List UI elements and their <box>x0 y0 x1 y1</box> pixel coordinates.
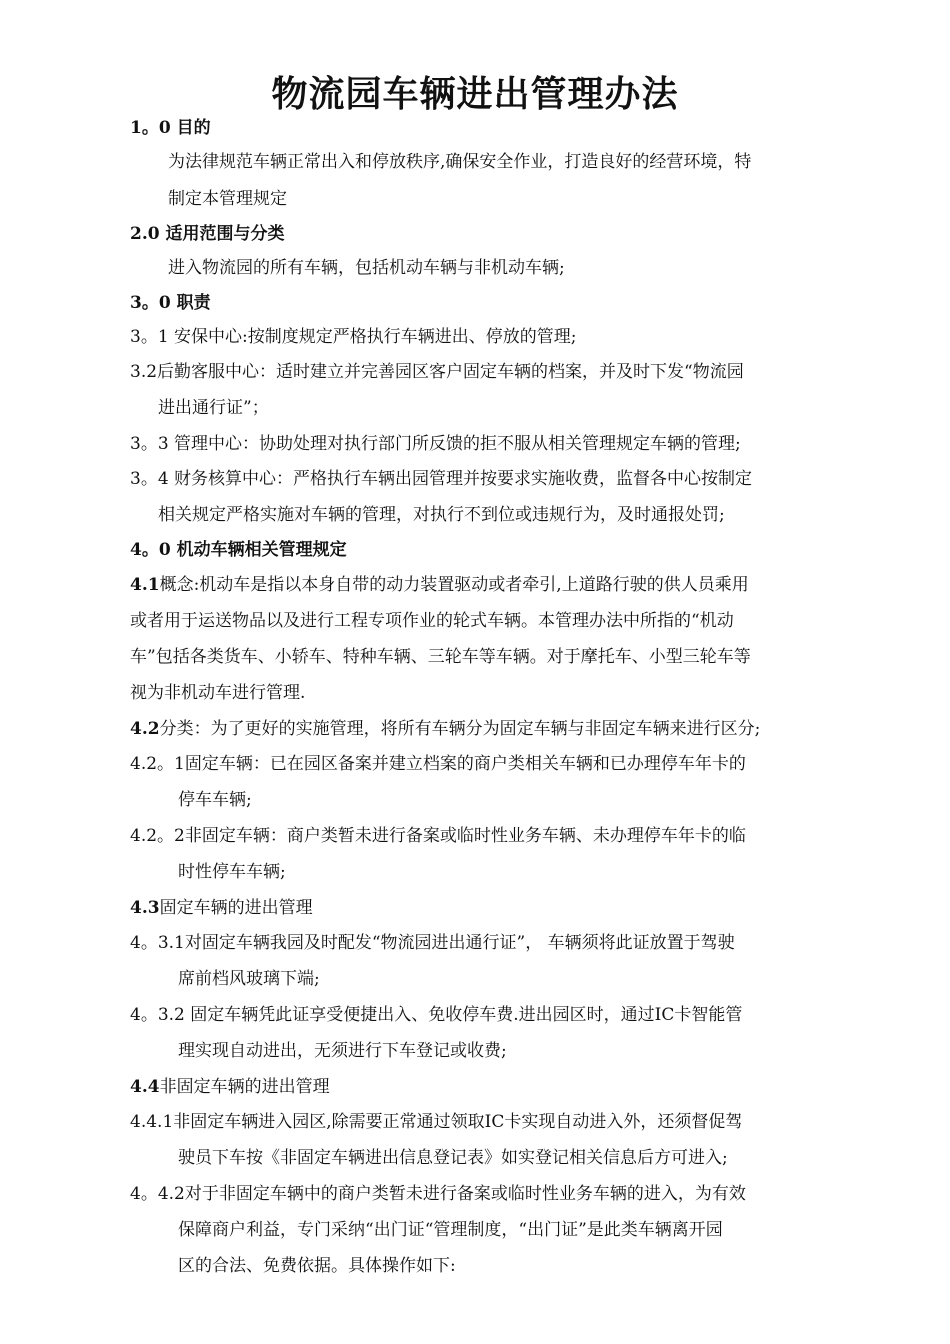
clause-3-1: 3。1 安保中心:按制度规定严格执行车辆进出、停放的管理; <box>130 327 577 347</box>
clause-4-4-2-line: 保障商户利益，专门采纳“出门证“管理制度，“出门证”是此类车辆离开园 <box>178 1220 723 1240</box>
section-3-heading: 3。0 职责 <box>130 293 211 313</box>
clause-4-3-line <box>130 896 313 920</box>
clause-4-1-line: 或者用于运送物品以及进行工程专项作业的轮式车辆。本管理办法中所指的“机动 <box>130 611 734 631</box>
clause-4-1-line: 视为非机动车进行管理. <box>130 683 306 703</box>
clause-4-1-line: 车”包括各类货车、小轿车、特种车辆、三轮车等车辆。对于摩托车、小型三轮车等 <box>130 647 751 667</box>
clause-4-1-line <box>130 573 749 597</box>
section-2-paragraph-line: 进入物流园的所有车辆，包括机动车辆与非机动车辆; <box>168 258 565 278</box>
clause-4-2-2-line: 时性停车车辆; <box>178 862 286 882</box>
clause-3-4-line: 相关规定严格实施对车辆的管理，对执行不到位或违规行为，及时通报处罚; <box>158 505 725 525</box>
clause-number: 4.4 <box>130 1077 160 1097</box>
document-title: 物流园车辆进出管理办法 <box>271 74 679 115</box>
clause-4-4-1-line: 4.4.1非固定车辆进入园区,除需要正常通过领取IC卡实现自动进入外，还须督促驾 <box>130 1112 743 1132</box>
clause-4-2-1-line: 4.2。1固定车辆：已在园区备案并建立档案的商户类相关车辆和已办理停车年卡的 <box>130 754 746 774</box>
clause-4-4-2-line: 区的合法、免费依据。具体操作如下: <box>178 1256 456 1276</box>
clause-text: 概念:机动车是指以本身自带的动力装置驱动或者牵引,上道路行驶的供人员乘用 <box>159 575 749 595</box>
clause-text: 分类：为了更好的实施管理，将所有车辆分为固定车辆与非固定车辆来进行区分; <box>159 719 761 739</box>
clause-4-2-line <box>130 717 760 741</box>
clause-4-3-2-line: 4。3.2 固定车辆凭此证享受便捷出入、免收停车费.进出园区时，通过IC卡智能管 <box>130 1005 743 1025</box>
clause-3-2-line: 3.2后勤客服中心：适时建立并完善园区客户固定车辆的档案，并及时下发“物流园 <box>130 362 744 382</box>
clause-3-3: 3。3 管理中心：协助处理对执行部门所反馈的拒不服从相关管理规定车辆的管理; <box>130 434 741 454</box>
section-2-heading: 2.0 适用范围与分类 <box>130 224 285 244</box>
clause-4-3-2-line: 理实现自动进出，无须进行下车登记或收费; <box>178 1041 507 1061</box>
clause-4-3-1-line: 席前档风玻璃下端; <box>178 969 320 989</box>
clause-4-4-line <box>130 1075 330 1099</box>
section-1-heading: 1。0 目的 <box>130 118 211 138</box>
clause-number: 4.3 <box>130 898 160 918</box>
clause-number: 4.2 <box>130 719 160 739</box>
clause-4-2-2-line: 4.2。2非固定车辆：商户类暂未进行备案或临时性业务车辆、未办理停车年卡的临 <box>130 826 746 846</box>
clause-4-4-1-line: 驶员下车按《非固定车辆进出信息登记表》如实登记相关信息后方可进入; <box>178 1148 728 1168</box>
clause-text: 固定车辆的进出管理 <box>159 898 313 918</box>
clause-3-2-line: 进出通行证”； <box>158 398 269 418</box>
clause-text: 非固定车辆的进出管理 <box>159 1077 330 1097</box>
clause-4-3-1-line: 4。3.1对固定车辆我园及时配发“物流园进出通行证”， 车辆须将此证放置于驾驶 <box>130 933 735 953</box>
section-1-paragraph-line: 制定本管理规定 <box>168 189 287 209</box>
clause-3-4-line: 3。4 财务核算中心：严格执行车辆出园管理并按要求实施收费，监督各中心按制定 <box>130 469 753 489</box>
clause-4-2-1-line: 停车车辆; <box>178 790 252 810</box>
section-1-paragraph-line: 为法律规范车辆正常出入和停放秩序,确保安全作业，打造良好的经营环境，特 <box>168 152 752 172</box>
section-4-heading: 4。0 机动车辆相关管理规定 <box>130 540 347 560</box>
clause-number: 4.1 <box>130 575 160 595</box>
clause-4-4-2-line: 4。4.2对于非固定车辆中的商户类暂未进行备案或临时性业务车辆的进入，为有效 <box>130 1184 746 1204</box>
